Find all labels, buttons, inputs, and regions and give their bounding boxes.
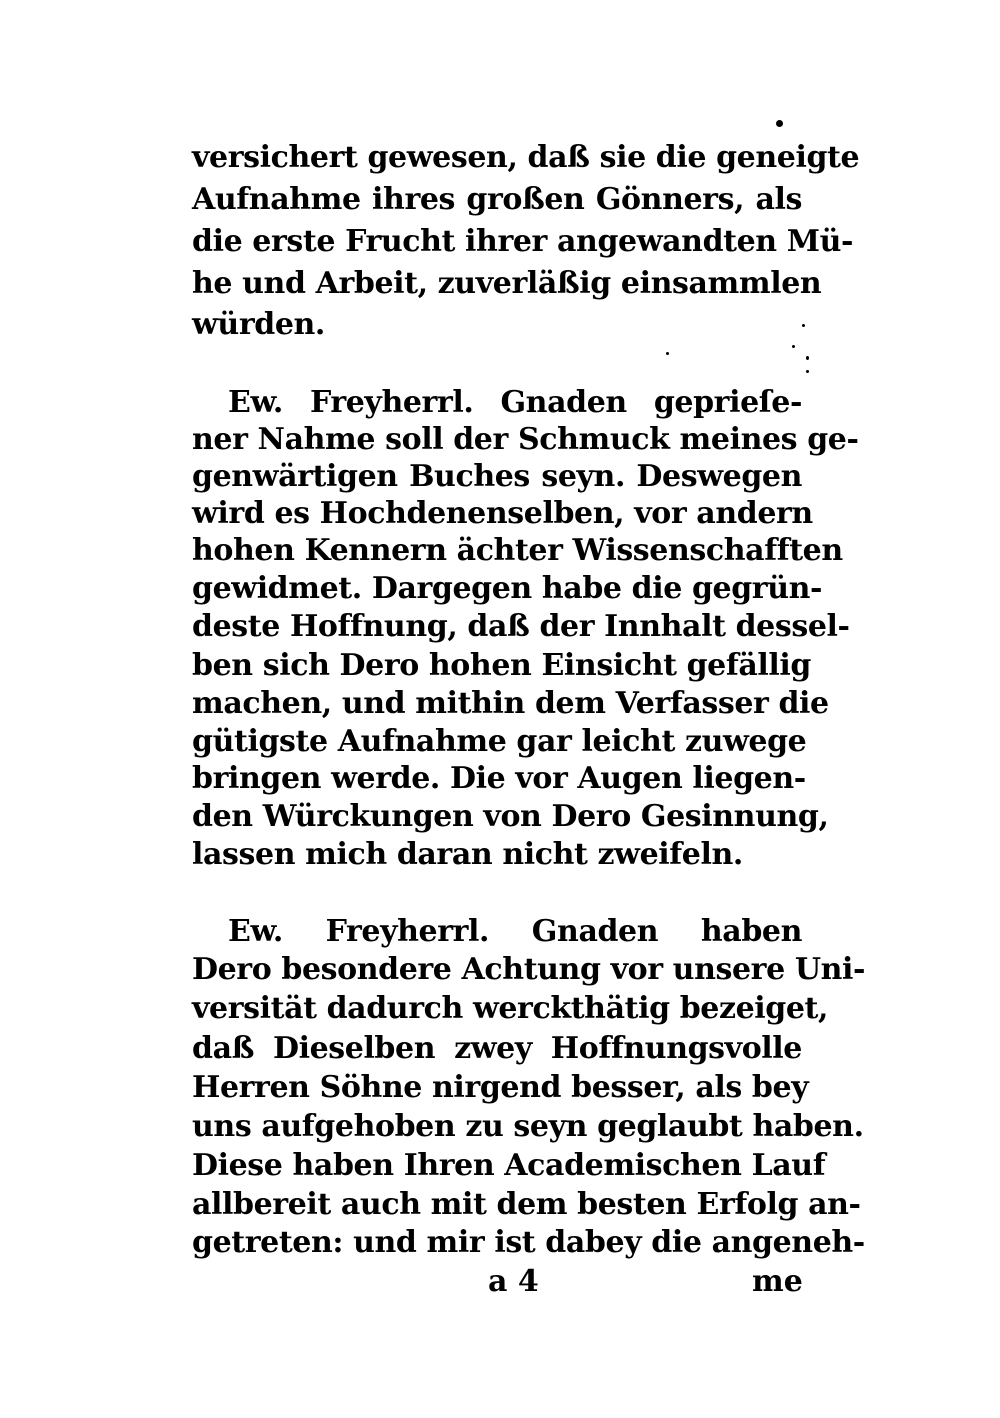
scan-speck — [792, 345, 795, 348]
scan-speck — [806, 356, 809, 360]
paragraph-3-line-2: Dero besondere Achtung vor unsere Uni- — [192, 952, 866, 987]
paragraph-3-line-9: getreten: und mir ist dabey die angeneh- — [192, 1225, 865, 1260]
paragraph-1-line-5: würden. — [192, 307, 325, 342]
scan-speck — [776, 120, 783, 127]
paragraph-2-line-4: wird es Hochdenenselben, vor andern — [192, 496, 813, 531]
scan-speck — [802, 324, 805, 327]
paragraph-1-line-1: versichert gewesen, daß sie die geneigte — [192, 140, 860, 175]
paragraph-2-line-8: ben sich Dero hohen Einsicht gefällig — [192, 648, 811, 683]
paragraph-3-line-7: Diese haben Ihren Academischen Lauf — [192, 1148, 826, 1183]
paragraph-2-line-11: bringen werde. Die vor Augen liegen- — [192, 761, 806, 796]
paragraph-3-line-5: Herren Söhne nirgend besser, als bey — [192, 1070, 809, 1105]
paragraph-2-line-10: gütigste Aufnahme gar leicht zuwege — [192, 724, 807, 759]
paragraph-1-line-4: he und Arbeit, zuverläßig einsammlen — [192, 266, 822, 301]
paragraph-2-line-7: deste Hoffnung, daß der Innhalt dessel- — [192, 609, 850, 644]
paragraph-2-line-9: machen, und mithin dem Verfasser die — [192, 686, 829, 721]
paragraph-1-line-3: die erste Frucht ihrer angewandten Mü- — [192, 224, 854, 259]
paragraph-3-line-3: versität dadurch werckthätig bezeiget, — [192, 991, 829, 1026]
paragraph-2-line-2: ner Nahme soll der Schmuck meines ge- — [192, 422, 859, 457]
paragraph-2-line-5: hohen Kennern ächter Wissenschafften — [192, 533, 843, 568]
scan-speck — [666, 352, 669, 355]
paragraph-1-line-2: Aufnahme ihres großen Gönners, als — [192, 182, 802, 217]
paragraph-3-line-4: daß Dieselben zwey Hoffnungsvolle — [192, 1031, 802, 1066]
paragraph-2-line-6: gewidmet. Dargegen habe die gegrün- — [192, 571, 823, 606]
paragraph-3-line-6: uns aufgehoben zu seyn geglaubt haben. — [192, 1109, 864, 1144]
paragraph-2-line-12: den Würckungen von Dero Gesinnung, — [192, 799, 829, 834]
paragraph-3-line-1: Ew. Freyherrl. Gnaden haben — [228, 914, 802, 949]
catchword: me — [752, 1264, 803, 1299]
signature-mark: a 4 — [488, 1264, 539, 1299]
paragraph-2-line-3: genwärtigen Buches seyn. Deswegen — [192, 459, 802, 494]
scan-speck — [806, 370, 809, 373]
paragraph-2-line-1: Ew. Freyherrl. Gnaden geprieſe- — [228, 385, 802, 420]
paragraph-2-line-13: lassen mich daran nicht zweifeln. — [192, 837, 743, 872]
paragraph-3-line-8: allbereit auch mit dem besten Erfolg an- — [192, 1187, 861, 1222]
